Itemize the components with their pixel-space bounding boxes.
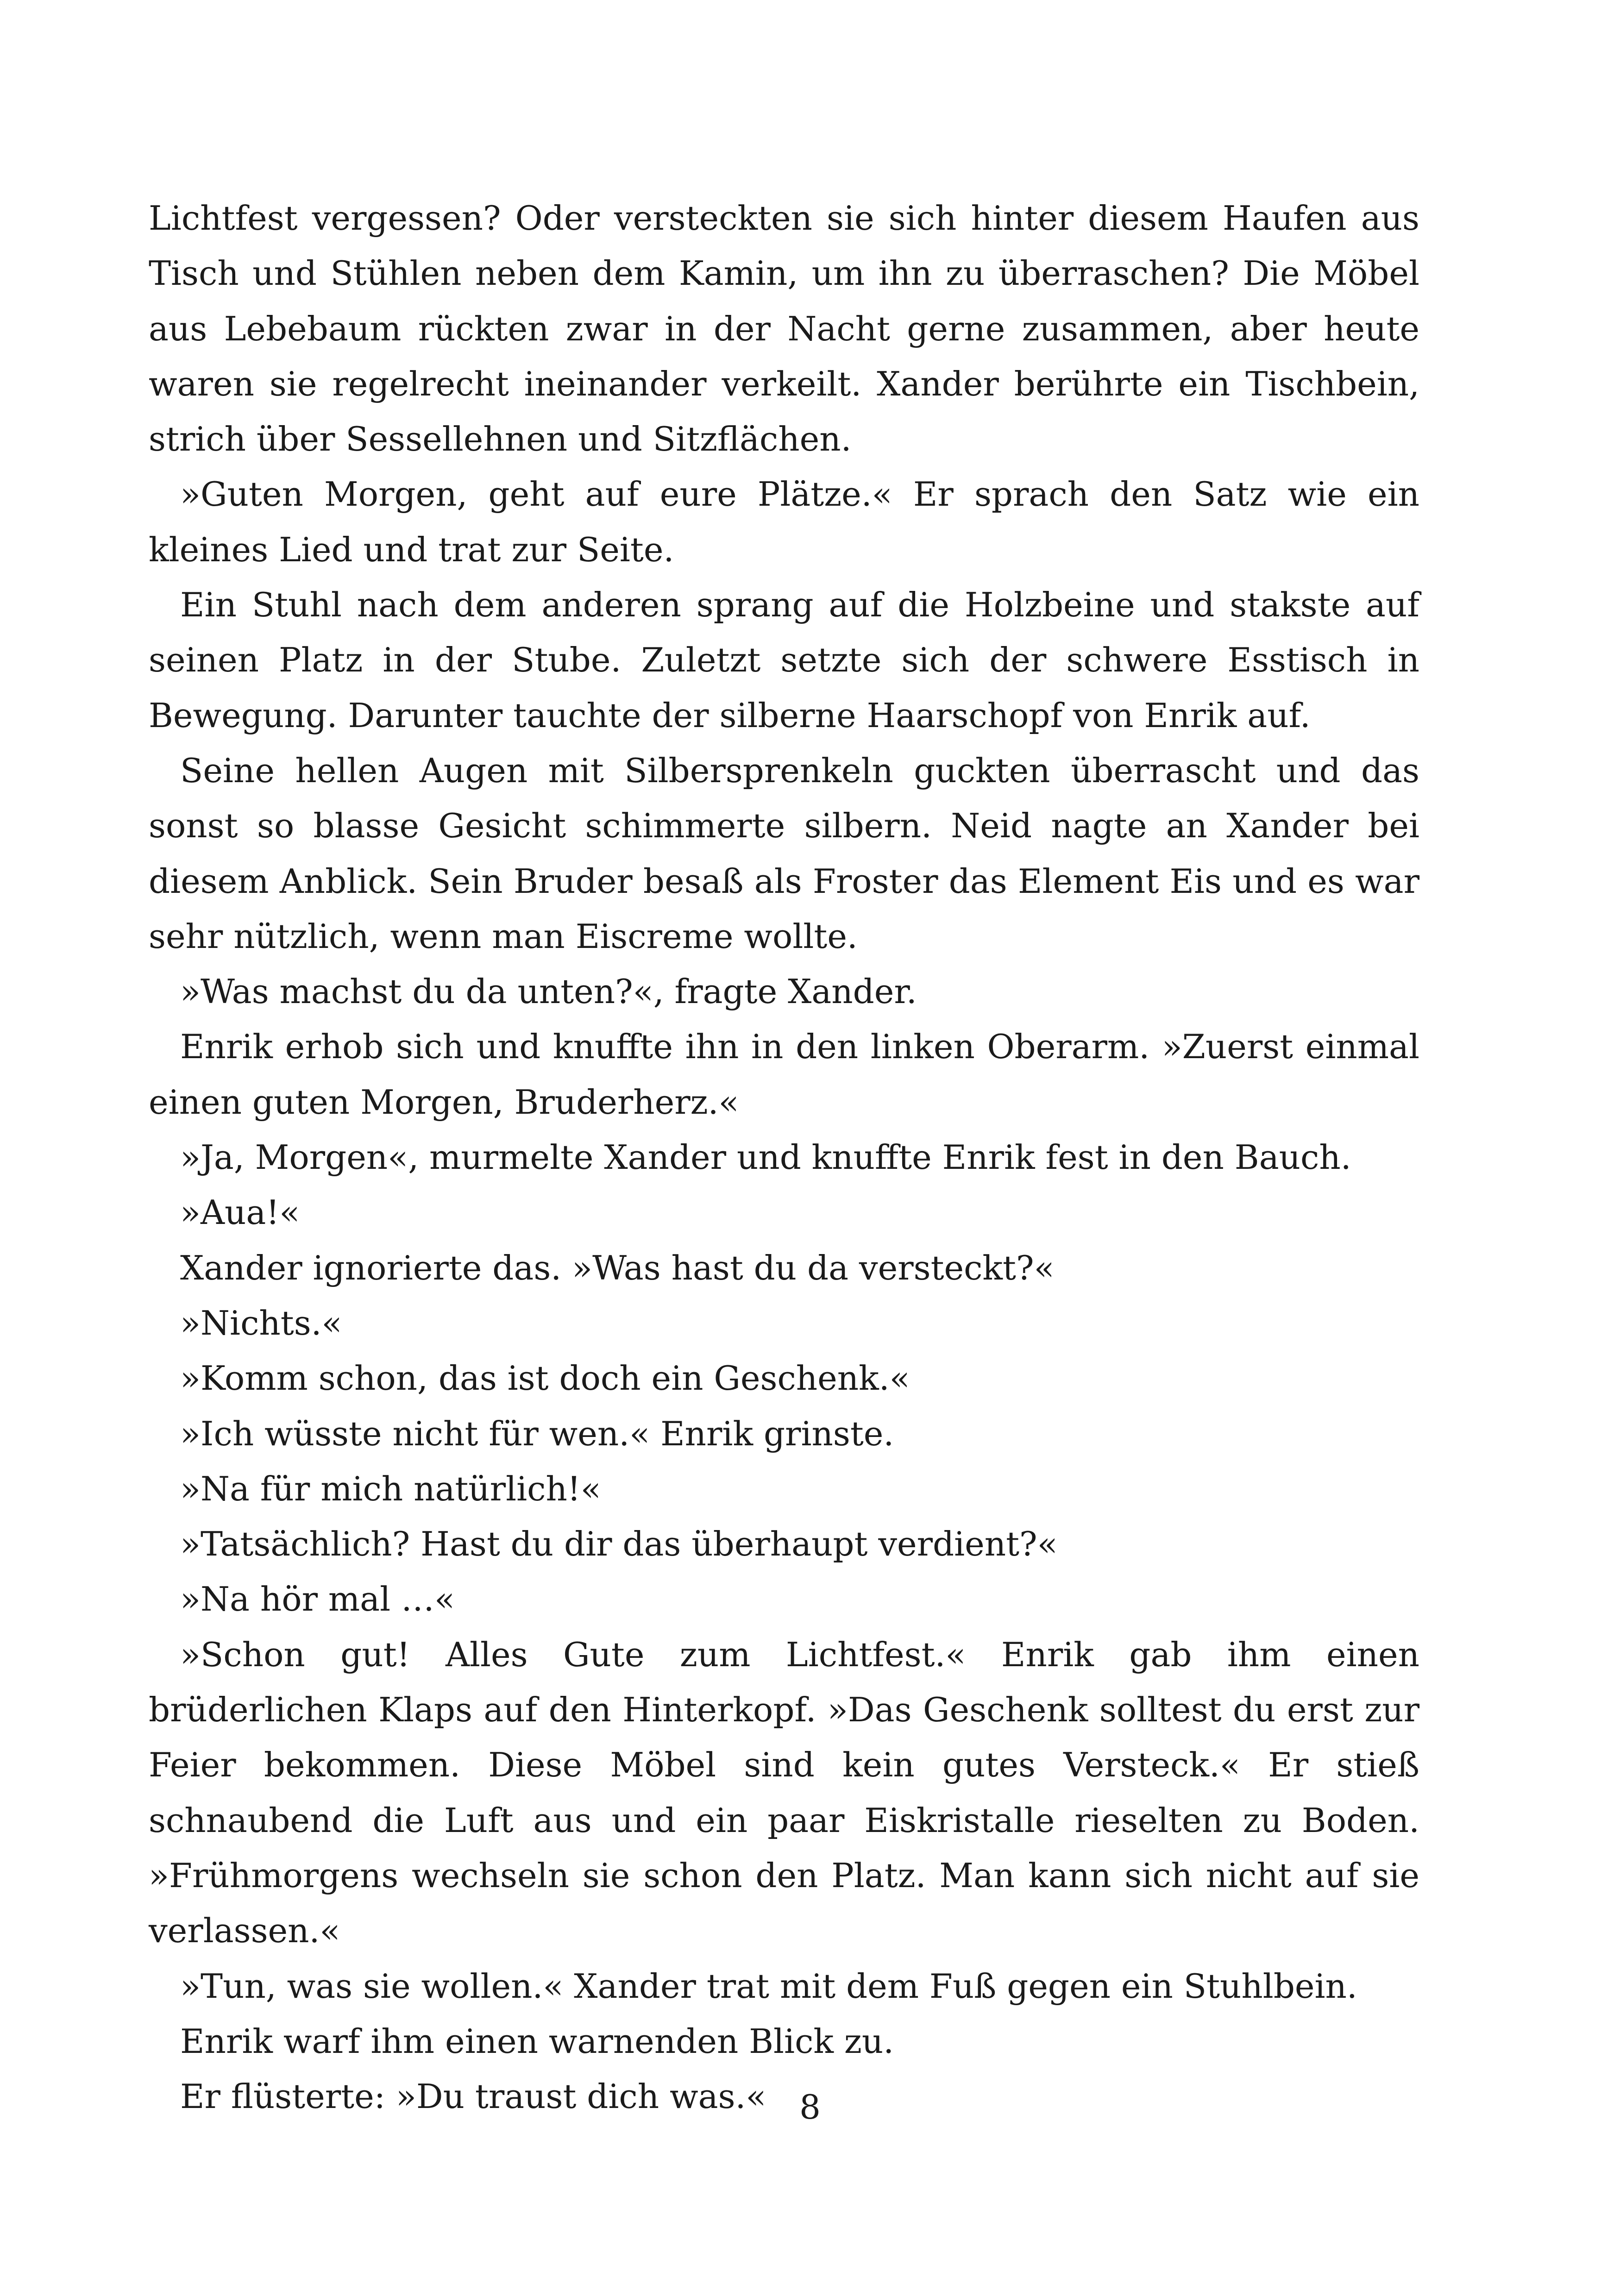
paragraph: Lichtfest vergessen? Oder versteckten sie sich hinter diesem Haufen aus Tisch und Stühlen neben dem Kamin, um ihn zu überraschen? Die Möbel aus Lebebaum rückten zwar in der Nacht gerne zusammen, aber heute waren sie regelrecht ineinander verkeilt. Xander berührte ein Tischbein, strich über Sessellehnen und Sitzflächen. — [149, 199, 1419, 459]
paragraph: »Ja, Morgen«, murmelte Xander und knuffte Enrik fest in den Bauch. — [180, 1138, 1351, 1177]
paragraph: Er flüsterte: »Du traust dich was.« — [180, 2077, 766, 2116]
body-text — [149, 191, 1419, 2124]
paragraph: »Komm schon, das ist doch ein Geschenk.« — [180, 1359, 910, 1398]
paragraph: Ein Stuhl nach dem anderen sprang auf die Holzbeine und stakste auf seinen Platz in der Stube. Zuletzt setzte sich der schwere Esstisch in Bewegung. Darunter tauchte der silberne Haarschopf von Enrik auf. — [149, 585, 1419, 735]
paragraph: »Tun, was sie wollen.« Xander trat mit dem Fuß gegen ein Stuhlbein. — [180, 1966, 1357, 2006]
paragraph: »Aua!« — [180, 1193, 300, 1232]
paragraph: »Nichts.« — [180, 1303, 342, 1342]
paragraph: »Na für mich natürlich!« — [180, 1469, 601, 1508]
paragraph: »Ich wüsste nicht für wen.« Enrik grinste. — [180, 1414, 894, 1453]
paragraph: Xander ignorierte das. »Was hast du da versteckt?« — [180, 1248, 1055, 1287]
paragraph: Enrik erhob sich und knuffte ihn in den linken Oberarm. »Zuerst einmal einen guten Morgen, Bruderherz.« — [149, 1027, 1419, 1122]
page-number: 8 — [799, 2088, 821, 2127]
paragraph: Enrik warf ihm einen warnenden Blick zu. — [180, 2021, 894, 2061]
paragraph: »Schon gut! Alles Gute zum Lichtfest.« Enrik gab ihm einen brüderlichen Klaps auf den Hinterkopf. »Das Geschenk solltest du erst zur Feier bekommen. Diese Möbel sind kein gutes Versteck.« Er stieß schnaubend die Luft aus und ein paar Eiskristalle rieselten zu Boden. »Frühmorgens wechseln sie schon den Platz. Man kann sich nicht auf sie verlassen.« — [149, 1635, 1419, 1951]
paragraph: »Guten Morgen, geht auf eure Plätze.« Er sprach den Satz wie ein kleines Lied und trat zur Seite. — [149, 475, 1419, 569]
paragraph: Seine hellen Augen mit Silbersprenkeln guckten überrascht und das sonst so blasse Gesicht schimmerte silbern. Neid nagte an Xander bei diesem Anblick. Sein Bruder besaß als Froster das Element Eis und es war sehr nützlich, wenn man Eiscreme wollte. — [149, 751, 1419, 956]
paragraph: »Tatsächlich? Hast du dir das überhaupt verdient?« — [180, 1524, 1058, 1564]
paragraph: »Na hör mal …« — [180, 1580, 455, 1619]
paragraph: »Was machst du da unten?«, fragte Xander. — [180, 972, 917, 1011]
